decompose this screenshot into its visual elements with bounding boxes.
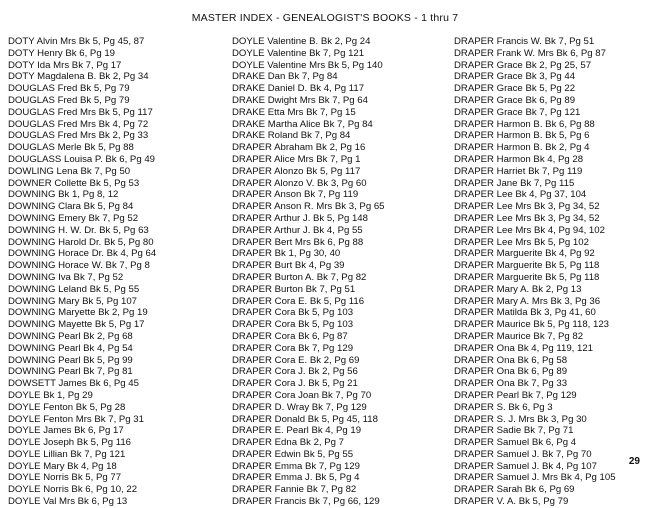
index-entry: DOYLE Joseph Bk 5, Pg 116: [8, 437, 132, 449]
index-entry: DOWNING Horace Dr. Bk 4, Pg 64: [8, 248, 157, 260]
index-entry: DRAPER Alice Mrs Bk 7, Pg 1: [232, 153, 361, 165]
index-entry: DRAPER Bk 1, Pg 30, 40: [232, 248, 341, 260]
index-entry: DRAPER E. Pearl Bk 4, Pg 19: [232, 425, 362, 437]
index-entry: DOWNING Harold Dr. Bk 5, Pg 80: [8, 236, 154, 248]
index-entry: DRAPER Samuel J. Bk 7, Pg 70: [454, 448, 592, 460]
index-entry: DOUGLAS Fred Mrs Bk 2, Pg 33: [8, 130, 149, 142]
index-entry: DOWNING Mayette Bk 5, Pg 17: [8, 319, 145, 331]
index-entry: DRAPER Matilda Bk 3, Pg 41, 60: [454, 307, 596, 319]
index-entry: DRAPER Maurice Bk 5, Pg 118, 123: [454, 319, 609, 331]
index-entry: DOWNING Bk 1, Pg 8, 12: [8, 189, 119, 201]
index-entry: DOUGLAS Fred Bk 5, Pg 79: [8, 94, 130, 106]
index-entry: DOWNING Pearl Bk 2, Pg 68: [8, 330, 133, 342]
index-entry: DOYLE Val Mrs Bk 6, Pg 13: [8, 496, 128, 508]
index-entry: DOWNING Pearl Bk 5, Pg 99: [8, 354, 133, 366]
index-entry: DOYLE Valentine B. Bk 2, Pg 24: [232, 36, 371, 47]
index-entry: DOWNER Collette Bk 5, Pg 53: [8, 177, 140, 189]
index-entry: DOTY Magdalena B. Bk 2, Pg 34: [8, 71, 149, 83]
index-entry: DRAPER Harmon B. Bk 5, Pg 6: [454, 130, 590, 142]
index-entry: DRAPER Burton A. Bk 7, Pg 82: [232, 271, 367, 283]
index-entry: DRAPER Grace Bk 7, Pg 121: [454, 106, 581, 118]
index-entry: DRAPER Arthur J. Bk 5, Pg 148: [232, 212, 368, 224]
index-entry: DRAPER Jane Bk 7, Pg 115: [454, 177, 575, 189]
index-entry: DRAPER Sadie Bk 7, Pg 71: [454, 425, 574, 437]
index-entry: DOYLE Fenton Bk 5, Pg 28: [8, 401, 126, 413]
index-entry: DOWNING Maryette Bk 2, Pg 19: [8, 307, 148, 319]
index-entry: DOWNING Mary Bk 5, Pg 107: [8, 295, 138, 307]
index-entry: DRAPER Anson R. Mrs Bk 3, Pg 65: [232, 201, 385, 213]
index-entry: DRAPER Cora E. Bk 2, Pg 69: [232, 354, 360, 366]
index-entry: DRAPER Fannie Bk 7, Pg 82: [232, 484, 357, 496]
index-entry: DRAPER Cora Bk 5, Pg 103: [232, 319, 354, 331]
index-entry: DRAPER Harmon B. Bk 2, Pg 4: [454, 142, 590, 154]
index-entry: DOUGLAS Fred Bk 5, Pg 79: [8, 83, 130, 95]
index-entry: DRAPER S. Bk 6, Pg 3: [454, 401, 553, 413]
index-entry: DRAPER Cora J. Bk 5, Pg 21: [232, 378, 358, 390]
index-entry: DOWLING Lena Bk 7, Pg 50: [8, 165, 131, 177]
index-entry: DRAPER Lee Mrs Bk 3, Pg 34, 52: [454, 212, 600, 224]
index-entry: DRAKE Dan Bk 7, Pg 84: [232, 71, 338, 83]
index-entry: DRAPER Frank W. Mrs Bk 6, Pg 87: [454, 47, 606, 59]
index-entry: DOWNING Emery Bk 7, Pg 52: [8, 212, 139, 224]
index-column-2: [232, 36, 385, 508]
index-entry: DOWNING Pearl Bk 4, Pg 54: [8, 342, 133, 354]
index-entry: DRAPER Ona Bk 4, Pg 119, 121: [454, 342, 594, 354]
index-entry: DRAPER Lee Mrs Bk 3, Pg 34, 52: [454, 201, 600, 213]
index-entry: DOWNING Clara Bk 5, Pg 84: [8, 201, 134, 213]
index-entry: DRAPER Francis W. Bk 7, Pg 51: [454, 36, 595, 47]
index-entry: DRAPER Pearl Bk 7, Pg 129: [454, 389, 577, 401]
index-entry: DRAPER Ona Bk 6, Pg 58: [454, 354, 568, 366]
index-entry: DRAPER Grace Bk 6, Pg 89: [454, 94, 576, 106]
index-entry: DRAPER Harriet Bk 7, Pg 119: [454, 165, 583, 177]
index-entry: DOUGLAS Fred Mrs Bk 5, Pg 117: [8, 106, 153, 118]
index-entry: DRAPER Harmon Bk 4, Pg 28: [454, 153, 584, 165]
index-column-3: [454, 36, 616, 508]
index-entry: DOTY Ida Mrs Bk 7, Pg 17: [8, 59, 122, 71]
index-entry: DOYLE Bk 1, Pg 29: [8, 389, 93, 401]
index-entry: DOWNING H. W. Dr. Bk 5, Pg 63: [8, 224, 149, 236]
index-entry: DRAPER D. Wray Bk 7, Pg 129: [232, 401, 367, 413]
index-entry: DOYLE Fenton Mrs Bk 7, Pg 31: [8, 413, 144, 425]
index-entry: DOYLE Lillian Bk 7, Pg 121: [8, 448, 126, 460]
index-entry: DOYLE Valentine Bk 7, Pg 121: [232, 47, 365, 59]
index-entry: DOYLE Norris Bk 5, Pg 77: [8, 472, 122, 484]
index-entry: DRAPER Samuel J. Mrs Bk 4, Pg 105: [454, 472, 616, 484]
index-entry: DRAPER Cora Bk 6, Pg 87: [232, 330, 348, 342]
index-entry: DRAKE Roland Bk 7, Pg 84: [232, 130, 351, 142]
index-entry: DRAPER Marguerite Bk 5, Pg 118: [454, 260, 600, 272]
index-entry: DOTY Alvin Mrs Bk 5, Pg 45, 87: [8, 36, 145, 47]
index-entry: DRAPER Lee Mrs Bk 5, Pg 102: [454, 236, 589, 248]
index-entry: DRAPER Grace Bk 3, Pg 44: [454, 71, 576, 83]
index-entry: DRAPER Cora J. Bk 2, Pg 56: [232, 366, 358, 378]
index-entry: DOUGLAS Fred Mrs Bk 4, Pg 72: [8, 118, 149, 130]
index-entry: DOWNING Pearl Bk 7, Pg 81: [8, 366, 133, 378]
index-entry: DOUGLASS Louisa P. Bk 6, Pg 49: [8, 153, 156, 165]
index-entry: DRAPER Bert Mrs Bk 6, Pg 88: [232, 236, 364, 248]
index-entry: DOWNING Leland Bk 5, Pg 55: [8, 283, 140, 295]
index-entry: DRAPER Cora E. Bk 5, Pg 116: [232, 295, 365, 307]
index-entry: DOTY Henry Bk 6, Pg 19: [8, 47, 115, 59]
index-entry: DRAPER Arthur J. Bk 4, Pg 55: [232, 224, 363, 236]
index-entry: DOYLE James Bk 6, Pg 17: [8, 425, 124, 437]
index-entry: DRAKE Daniel D. Bk 4, Pg 117: [232, 83, 365, 95]
index-entry: DRAPER Ona Bk 6, Pg 89: [454, 366, 568, 378]
index-entry: DRAPER Samuel J. Bk 4, Pg 107: [454, 460, 597, 472]
index-entry: DRAPER Emma Bk 7, Pg 129: [232, 460, 360, 472]
index-entry: DRAPER Lee Bk 4, Pg 37, 104: [454, 189, 587, 201]
index-entry: DRAKE Martha Alice Bk 7, Pg 84: [232, 118, 373, 130]
index-entry: DRAPER Cora Bk 5, Pg 103: [232, 307, 354, 319]
index-entry: DRAPER Abraham Bk 2, Pg 16: [232, 142, 366, 154]
index-entry: DRAPER Mary A. Bk 2, Pg 13: [454, 283, 582, 295]
index-entry: DOUGLAS Merle Bk 5, Pg 88: [8, 142, 134, 154]
index-entry: DRAPER Alonzo Bk 5, Pg 117: [232, 165, 361, 177]
index-entry: DRAPER S. J. Mrs Bk 3, Pg 30: [454, 413, 587, 425]
index-entry: DRAPER Edwin Bk 5, Pg 55: [232, 448, 354, 460]
index-entry: DRAPER Cora Joan Bk 7, Pg 70: [232, 389, 372, 401]
index-entry: DRAPER Marguerite Bk 4, Pg 92: [454, 248, 595, 260]
index-entry: DRAPER Emma J. Bk 5, Pg 4: [232, 472, 360, 484]
index-entry: DOWNING Horace W. Bk 7, Pg 8: [8, 260, 150, 272]
index-entry: DRAPER Burt Bk 4, Pg 39: [232, 260, 345, 272]
index-entry: DOYLE Norris Bk 6, Pg 10, 22: [8, 484, 138, 496]
index-entry: DRAPER Lee Mrs Bk 4, Pg 94, 102: [454, 224, 605, 236]
index-title: MASTER INDEX - GENEALOGIST'S BOOKS - 1 thru 7: [191, 12, 459, 24]
index-entry: DOWSETT James Bk 6, Pg 45: [8, 378, 139, 390]
index-entry: DOYLE Mary Bk 4, Pg 18: [8, 460, 117, 472]
index-entry: DOYLE Valentine Mrs Bk 5, Pg 140: [232, 59, 383, 71]
index-entry: DRAPER Burton Bk 7, Pg 51: [232, 283, 356, 295]
index-entry: DRAPER Francis Bk 7, Pg 66, 129: [232, 496, 380, 508]
index-entry: DRAPER Marguerite Bk 5, Pg 118: [454, 271, 600, 283]
index-column-1: [8, 36, 156, 508]
index-entry: DRAPER Mary A. Mrs Bk 3, Pg 36: [454, 295, 601, 307]
index-entry: DRAPER Cora Bk 7, Pg 129: [232, 342, 354, 354]
index-entry: DRAPER Grace Bk 2, Pg 25, 57: [454, 59, 592, 71]
index-entry: DRAPER Harmon B. Bk 6, Pg 88: [454, 118, 595, 130]
index-entry: DOWNING Iva Bk 7, Pg 52: [8, 271, 124, 283]
index-entry: DRAPER Samuel Bk 6, Pg 4: [454, 437, 577, 449]
page-number: 29: [628, 456, 640, 467]
index-entry: DRAPER Maurice Bk 7, Pg 82: [454, 330, 584, 342]
index-entry: DRAPER V. A. Bk 5, Pg 79: [454, 496, 569, 508]
index-entry: DRAPER Anson Bk 7, Pg 119: [232, 189, 359, 201]
index-entry: DRAPER Donald Bk 5, Pg 45, 118: [232, 413, 378, 425]
index-entry: DRAPER Ona Bk 7, Pg 33: [454, 378, 568, 390]
index-entry: DRAPER Grace Bk 5, Pg 22: [454, 83, 576, 95]
index-entry: DRAPER Sarah Bk 6, Pg 69: [454, 484, 575, 496]
index-entry: DRAPER Alonzo V. Bk 3, Pg 60: [232, 177, 367, 189]
index-entry: DRAKE Etta Mrs Bk 7, Pg 15: [232, 106, 356, 118]
index-entry: DRAPER Edna Bk 2, Pg 7: [232, 437, 344, 449]
index-entry: DRAKE Dwight Mrs Bk 7, Pg 64: [232, 94, 368, 106]
